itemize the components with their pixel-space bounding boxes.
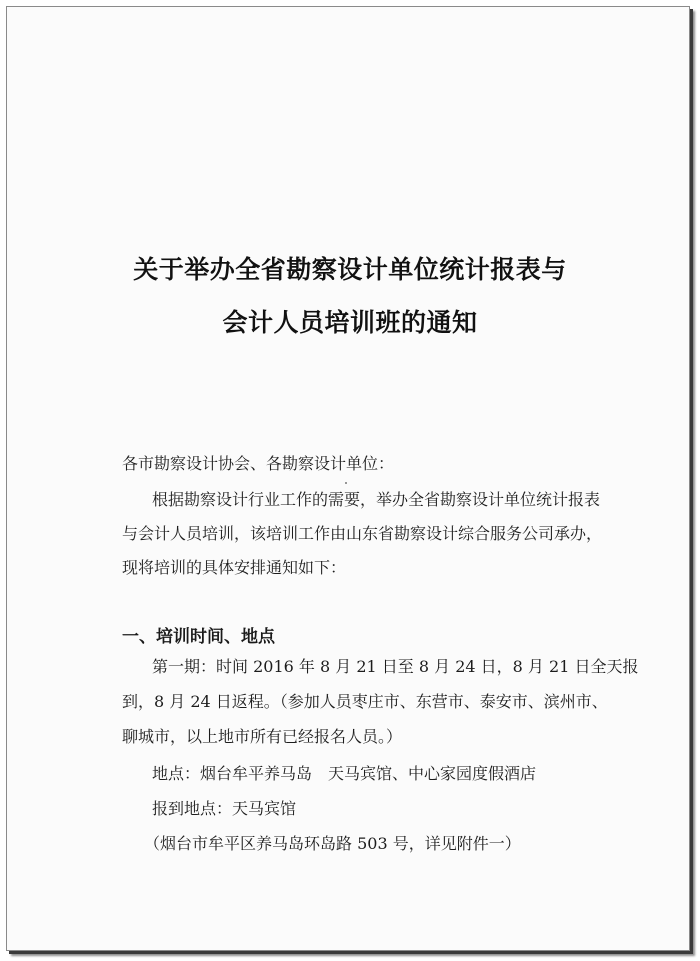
section-heading: 一、培训时间、地点 bbox=[122, 627, 275, 647]
address-note: （烟台市牟平区养马岛环岛路 503 号，详见附件一） bbox=[144, 834, 521, 853]
paragraph-line: 现将培训的具体安排通知如下： bbox=[122, 558, 347, 577]
period-line: 到，8 月 24 日返程。（参加人员枣庄市、东营市、泰安市、滨州市、 bbox=[122, 692, 608, 711]
period-line: 聊城市，以上地市所有已经报名人员。） bbox=[122, 727, 403, 746]
paragraph-line: 与会计人员培训，该培训工作由山东省勘察设计综合服务公司承办， bbox=[122, 524, 603, 543]
document-title-line-1: 关于举办全省勘察设计单位统计报表与 bbox=[133, 255, 567, 284]
location-line: 地点：烟台牟平养马岛 天马宾馆、中心家园度假酒店 bbox=[152, 764, 537, 783]
checkin-location-line: 报到地点：天马宾馆 bbox=[152, 799, 297, 818]
scan-speck bbox=[345, 482, 347, 484]
document-page bbox=[6, 6, 690, 951]
paragraph-line: 根据勘察设计行业工作的需要，举办全省勘察设计单位统计报表 bbox=[152, 490, 601, 509]
period-line: 第一期：时间 2016 年 8 月 21 日至 8 月 24 日，8 月 21 日全天报 bbox=[152, 657, 639, 676]
salutation: 各市勘察设计协会、各勘察设计单位： bbox=[122, 454, 395, 473]
document-title-line-2: 会计人员培训班的通知 bbox=[222, 308, 478, 337]
